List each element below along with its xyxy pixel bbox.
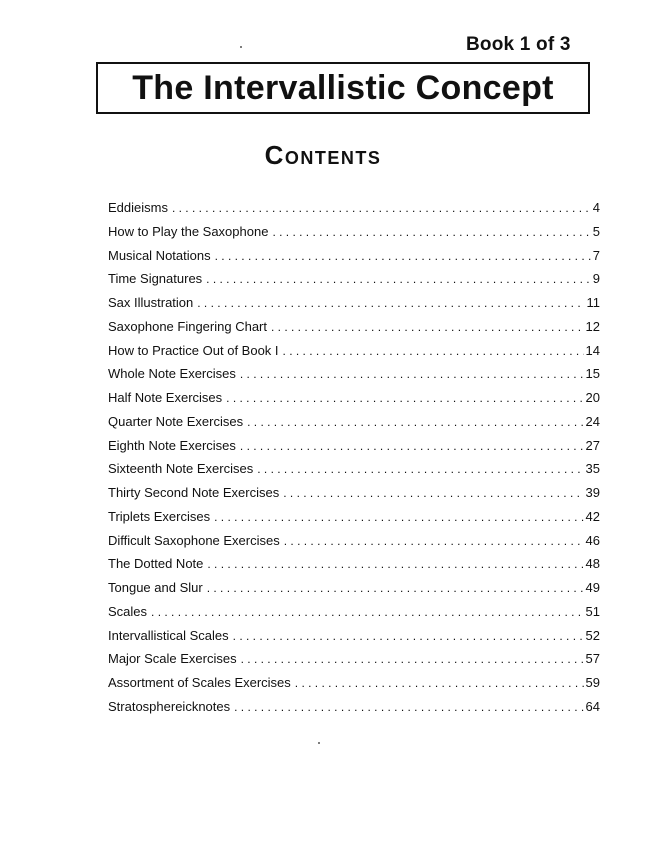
dot-leader <box>240 439 584 453</box>
toc-entry-page-number: 39 <box>585 485 600 500</box>
toc-entry-page-number: 35 <box>585 461 600 477</box>
toc-entry-title: Eighth Note Exercises <box>108 437 236 453</box>
dot-leader <box>215 249 591 263</box>
toc-entry-title: Major Scale Exercises <box>108 651 237 667</box>
scan-speck <box>240 46 242 48</box>
toc-entry-title: Tongue and Slur <box>108 580 203 595</box>
dot-leader <box>234 700 583 714</box>
dot-leader <box>241 652 584 666</box>
toc-entry-page-number: 24 <box>585 413 600 429</box>
dot-leader <box>295 676 584 690</box>
toc-entry <box>108 533 600 557</box>
toc-entry <box>108 366 600 390</box>
toc-entry-title: Triplets Exercises <box>108 508 211 524</box>
toc-entry-page-number: 4 <box>592 200 600 215</box>
toc-entry-page-number: 27 <box>585 437 600 453</box>
toc-entry-title: Sixteenth Note Exercises <box>108 461 254 477</box>
toc-entry <box>108 200 600 224</box>
toc-entry <box>108 414 600 438</box>
dot-leader <box>283 486 583 500</box>
toc-entry <box>108 628 600 652</box>
toc-entry-title: How to Practice Out of Book I <box>108 342 279 358</box>
dot-leader <box>151 605 584 619</box>
toc-entry-page-number: 20 <box>585 390 600 405</box>
toc-entry-title: Thirty Second Note Exercises <box>108 485 280 500</box>
toc-entry <box>108 580 600 604</box>
dot-leader <box>283 344 584 358</box>
title-box <box>96 62 590 114</box>
toc-entry <box>108 343 600 367</box>
toc-entry <box>108 224 600 248</box>
toc-entry-title: Time Signatures <box>108 271 203 287</box>
toc-entry-page-number: 59 <box>585 675 600 690</box>
dot-leader <box>214 510 583 524</box>
toc-entry-page-number: 9 <box>592 271 600 287</box>
scan-speck <box>318 742 320 744</box>
dot-leader <box>272 225 590 239</box>
page-title: The Intervallistic Concept <box>132 68 554 107</box>
toc-entry <box>108 390 600 414</box>
dot-leader <box>172 201 591 215</box>
toc-entry-title: Scales <box>108 603 148 619</box>
toc-entry-page-number: 5 <box>592 223 600 239</box>
table-of-contents <box>108 200 600 723</box>
toc-entry <box>108 675 600 699</box>
dot-leader <box>206 272 591 286</box>
toc-entry-page-number: 64 <box>585 698 600 714</box>
toc-entry-page-number: 7 <box>592 247 600 263</box>
toc-entry-page-number: 11 <box>586 295 600 310</box>
toc-entry-page-number: 48 <box>585 556 600 572</box>
toc-entry <box>108 651 600 675</box>
toc-entry-title: Saxophone Fingering Chart <box>108 318 267 334</box>
toc-entry-title: Intervallistical Scales <box>108 627 229 643</box>
dot-leader <box>226 391 583 405</box>
toc-entry <box>108 509 600 533</box>
toc-entry-title: Sax Illustration <box>108 295 194 310</box>
toc-entry <box>108 438 600 462</box>
contents-heading: Contents <box>264 140 382 170</box>
toc-entry-title: Half Note Exercises <box>108 390 223 405</box>
toc-entry <box>108 248 600 272</box>
toc-entry-page-number: 51 <box>585 603 600 619</box>
dot-leader <box>271 320 584 334</box>
dot-leader <box>207 557 583 571</box>
toc-entry-page-number: 57 <box>585 651 600 667</box>
toc-entry-title: Musical Notations <box>108 247 211 263</box>
toc-entry-title: Stratosphereicknotes <box>108 698 231 714</box>
toc-entry-title: The Dotted Note <box>108 556 204 572</box>
toc-entry-page-number: 46 <box>585 532 600 548</box>
toc-entry-title: Quarter Note Exercises <box>108 413 244 429</box>
toc-entry <box>108 556 600 580</box>
toc-entry <box>108 699 600 723</box>
dot-leader <box>233 629 584 643</box>
toc-entry-page-number: 49 <box>585 580 600 595</box>
dot-leader <box>284 534 584 548</box>
toc-entry-title: Assortment of Scales Exercises <box>108 675 291 690</box>
toc-entry-page-number: 15 <box>585 366 600 382</box>
toc-entry-page-number: 12 <box>585 318 600 334</box>
dot-leader <box>197 296 584 310</box>
toc-entry <box>108 319 600 343</box>
toc-entry <box>108 485 600 509</box>
toc-entry-title: Eddieisms <box>108 200 168 215</box>
dot-leader <box>207 581 584 595</box>
toc-entry-page-number: 52 <box>585 627 600 643</box>
dot-leader <box>240 367 584 381</box>
toc-entry <box>108 295 600 319</box>
toc-entry-title: Whole Note Exercises <box>108 366 236 382</box>
dot-leader <box>247 415 583 429</box>
book-label: Book 1 of 3 <box>466 34 571 55</box>
toc-entry-page-number: 14 <box>585 342 600 358</box>
toc-entry <box>108 604 600 628</box>
toc-entry <box>108 461 600 485</box>
toc-entry <box>108 271 600 295</box>
toc-entry-title: How to Play the Saxophone <box>108 223 269 239</box>
toc-entry-page-number: 42 <box>585 508 600 524</box>
toc-entry-title: Difficult Saxophone Exercises <box>108 532 280 548</box>
dot-leader <box>257 462 583 476</box>
